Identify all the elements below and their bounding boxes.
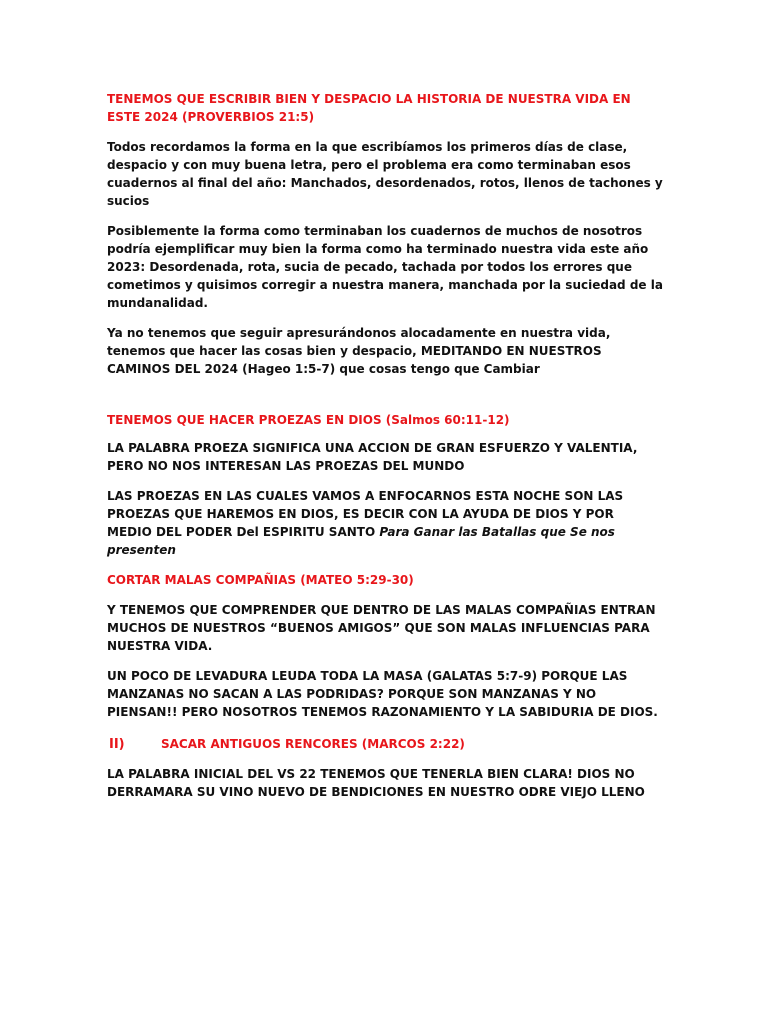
heading-rencores: SACAR ANTIGUOS RENCORES (MARCOS 2:22) — [161, 737, 465, 751]
heading-rencores-row — [107, 735, 667, 753]
document-body — [107, 90, 667, 801]
paragraph-vida-2023: Posiblemente la forma como terminaban los cuadernos de muchos de nosotros podría ejemplificar muy bien la forma como ha terminado nuestra vida este año 2023: Desordenada, rota, sucia de pecado, tachada por todos los errores que cometimos y quisimos corregir a nuestra manera, manchada por la suciedad de la mundanalidad. — [107, 224, 663, 310]
paragraph-proezas-dios-line-2: MEDIO DEL PODER Del ESPIRITU SANTO — [107, 525, 380, 539]
paragraph-proezas-dios-line-1: LAS PROEZAS EN LAS CUALES VAMOS A ENFOCARNOS ESTA NOCHE SON LAS PROEZAS QUE HAREMOS EN DIOS, ES DECIR CON LA AYUDA DE DIOS Y POR — [107, 489, 624, 521]
paragraph-buenos-amigos: Y TENEMOS QUE COMPRENDER QUE DENTRO DE LAS MALAS COMPAÑIAS ENTRAN MUCHOS DE NUESTROS “BUENOS AMIGOS” QUE SON MALAS INFLUENCIAS PARA NUESTRA VIDA. — [107, 603, 656, 653]
paragraph-proezas-dios — [107, 487, 667, 559]
heading-malas-companias: CORTAR MALAS COMPAÑIAS (MATEO 5:29-30) — [107, 573, 414, 587]
paragraph-proeza-significado: LA PALABRA PROEZA SIGNIFICA UNA ACCION DE GRAN ESFUERZO Y VALENTIA, PERO NO NOS INTERESAN LAS PROEZAS DEL MUNDO — [107, 441, 638, 473]
paragraph-cuadernos: Todos recordamos la forma en la que escribíamos los primeros días de clase, despacio y con muy buena letra, pero el problema era como terminaban esos cuadernos al final del año: Manchados, desordenados, rotos, llenos de tachones y sucios — [107, 140, 663, 208]
paragraph-proezas-dios-italic: Para Ganar las Batallas que Se nos presenten — [107, 525, 615, 557]
heading-proverbios: TENEMOS QUE ESCRIBIR BIEN Y DESPACIO LA HISTORIA DE NUESTRA VIDA EN ESTE 2024 (PROVERBIOS 21:5) — [107, 92, 631, 124]
paragraph-vino-nuevo: LA PALABRA INICIAL DEL VS 22 TENEMOS QUE TENERLA BIEN CLARA! DIOS NO DERRAMARA SU VINO NUEVO DE BENDICIONES EN NUESTRO ODRE VIEJO LLENO — [107, 767, 645, 799]
paragraph-levadura: UN POCO DE LEVADURA LEUDA TODA LA MASA (GALATAS 5:7-9) PORQUE LAS MANZANAS NO SACAN A LAS PODRIDAS? PORQUE SON MANZANAS Y NO PIENSAN!! PERO NOSOTROS TENEMOS RAZONAMIENTO Y LA SABIDURIA DE DIOS. — [107, 669, 658, 719]
heading-rencores-number: II) — [109, 737, 125, 752]
heading-proezas: TENEMOS QUE HACER PROEZAS EN DIOS (Salmos 60:11-12) — [107, 413, 510, 427]
paragraph-meditando: Ya no tenemos que seguir apresurándonos alocadamente en nuestra vida, tenemos que hacer las cosas bien y despacio, MEDITANDO EN NUESTROS CAMINOS DEL 2024 (Hageo 1:5-7) que cosas tengo que Cambiar — [107, 326, 611, 376]
